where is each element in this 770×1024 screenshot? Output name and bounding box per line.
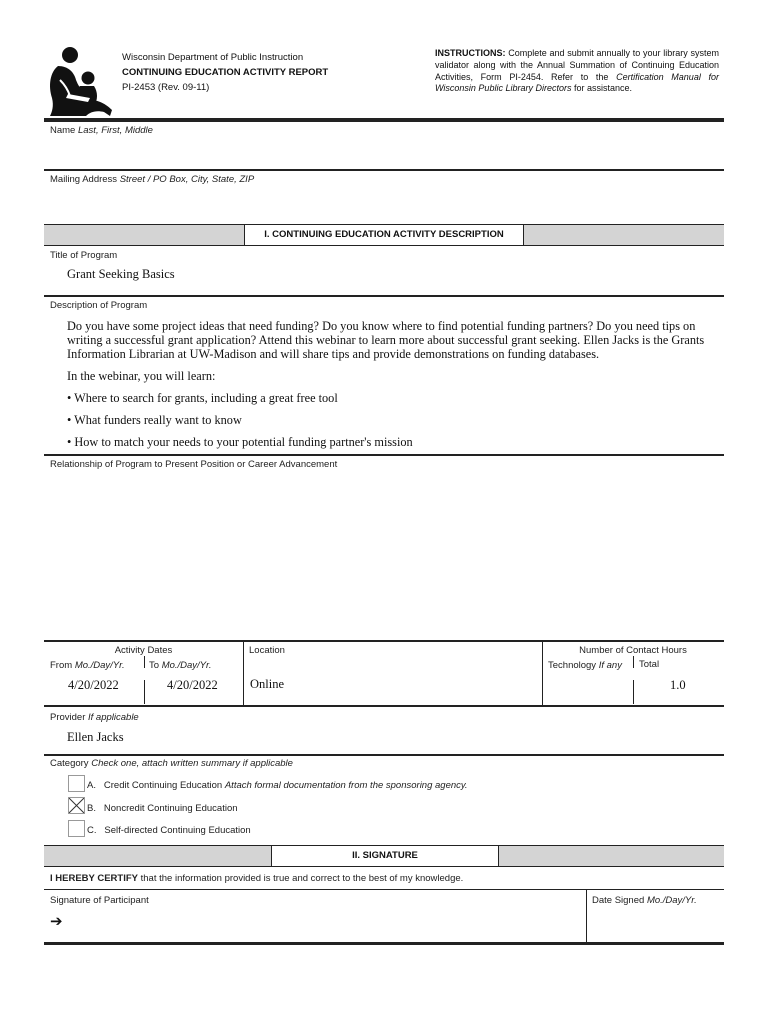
date-separator-tick xyxy=(144,656,145,668)
form-title: CONTINUING EDUCATION ACTIVITY REPORT xyxy=(122,67,329,78)
total-label: Total xyxy=(639,659,660,670)
section2-title: II. SIGNATURE xyxy=(271,846,499,866)
name-field[interactable] xyxy=(44,138,724,168)
description-paragraph: Do you have some project ideas that need funding? Do you know where to find potential funding partners? Do you need tips on writing a successful grant application? Attend this webinar to learn more about successful grant seeking. Ellen Jacks is the Grants Information Librarian at UW-Madison and will share tips and provide demonstrations on funding databases. xyxy=(67,319,705,361)
description-underline xyxy=(44,454,724,456)
instructions-block xyxy=(435,48,719,95)
checkmark-x-icon xyxy=(69,798,84,813)
signature-field[interactable] xyxy=(70,908,580,940)
description-bullet-3: • How to match your needs to your potential funding partner's mission xyxy=(67,435,413,449)
provider-label: Provider If applicable xyxy=(50,712,139,723)
instructions-end: for assistance. xyxy=(573,83,633,94)
from-date-label: From Mo./Day/Yr. xyxy=(50,660,125,671)
signature-arrow-icon: ➔ xyxy=(50,912,63,930)
dpi-reading-logo xyxy=(46,46,114,118)
date-signed-label: Date Signed Mo./Day/Yr. xyxy=(592,895,697,906)
category-a-checkbox[interactable] xyxy=(68,775,85,792)
signature-label: Signature of Participant xyxy=(50,895,149,906)
category-a-option: A. Credit Continuing Education Attach formal documentation from the sponsoring agency. xyxy=(87,780,468,791)
provider-underline xyxy=(44,754,724,756)
category-b-checkbox[interactable] xyxy=(68,797,85,814)
to-date-label: To Mo./Day/Yr. xyxy=(149,660,212,671)
description-bullet-1: • Where to search for grants, including a great free tool xyxy=(67,391,338,405)
date-separator-tick xyxy=(144,680,145,692)
to-date-value[interactable]: 4/20/2022 xyxy=(167,678,218,692)
dates-location-divider xyxy=(243,641,244,705)
description-intro: In the webinar, you will learn: xyxy=(67,369,216,383)
relationship-underline xyxy=(44,640,724,642)
agency-name: Wisconsin Department of Public Instruction xyxy=(122,52,304,63)
date-separator-tick xyxy=(144,692,145,704)
dates-row-underline xyxy=(44,705,724,707)
instructions-manual-title: Certification Manual for Wisconsin Public Library Directors xyxy=(435,71,719,94)
category-c-option: C. Self-directed Continuing Education xyxy=(87,825,251,836)
date-signed-field[interactable] xyxy=(592,908,718,940)
instructions-text: Complete and submit annually to your library system validator along with the Annual Summation of Continuing Education Activities, Form PI-2454. Refer to the xyxy=(435,48,719,82)
hours-separator-tick xyxy=(633,680,634,692)
category-b-option: B. Noncredit Continuing Education xyxy=(87,803,238,814)
provider-value[interactable]: Ellen Jacks xyxy=(67,730,124,744)
total-hours-value[interactable]: 1.0 xyxy=(670,678,686,692)
form-number: PI-2453 (Rev. 09-11) xyxy=(122,82,210,93)
relationship-field[interactable] xyxy=(44,472,724,636)
section1-band xyxy=(44,224,724,246)
from-date-value[interactable]: 4/20/2022 xyxy=(68,678,119,692)
description-value[interactable] xyxy=(67,319,715,449)
program-title-underline xyxy=(44,295,724,297)
hours-separator-tick xyxy=(633,656,634,668)
location-label: Location xyxy=(249,645,285,656)
category-label: Category Check one, attach written summary if applicable xyxy=(50,758,293,769)
signature-date-divider xyxy=(586,890,587,943)
location-value[interactable]: Online xyxy=(250,677,285,691)
activity-dates-header: Activity Dates xyxy=(114,645,173,656)
header-divider xyxy=(44,118,724,122)
name-underline xyxy=(44,169,724,171)
instructions-label: INSTRUCTIONS: xyxy=(435,48,506,58)
name-label: Name Last, First, Middle xyxy=(50,125,153,136)
relationship-label: Relationship of Program to Present Position or Career Advancement xyxy=(50,459,338,470)
form-bottom-rule xyxy=(44,942,724,945)
technology-label: Technology If any xyxy=(548,660,622,671)
contact-hours-header: Number of Contact Hours xyxy=(579,645,687,656)
hours-separator-tick xyxy=(633,692,634,704)
address-field[interactable] xyxy=(44,187,724,219)
certify-statement: I HEREBY CERTIFY that the information provided is true and correct to the best of my knowledge. xyxy=(50,873,464,884)
section1-title: I. CONTINUING EDUCATION ACTIVITY DESCRIPTION xyxy=(244,225,524,245)
program-title-value[interactable]: Grant Seeking Basics xyxy=(67,267,175,281)
category-c-checkbox[interactable] xyxy=(68,820,85,837)
address-label: Mailing Address Street / PO Box, City, State, ZIP xyxy=(50,174,255,185)
section2-band xyxy=(44,845,724,867)
certify-underline xyxy=(44,889,724,890)
description-label: Description of Program xyxy=(50,300,148,311)
description-bullet-2: • What funders really want to know xyxy=(67,413,242,427)
program-title-label: Title of Program xyxy=(50,250,118,261)
